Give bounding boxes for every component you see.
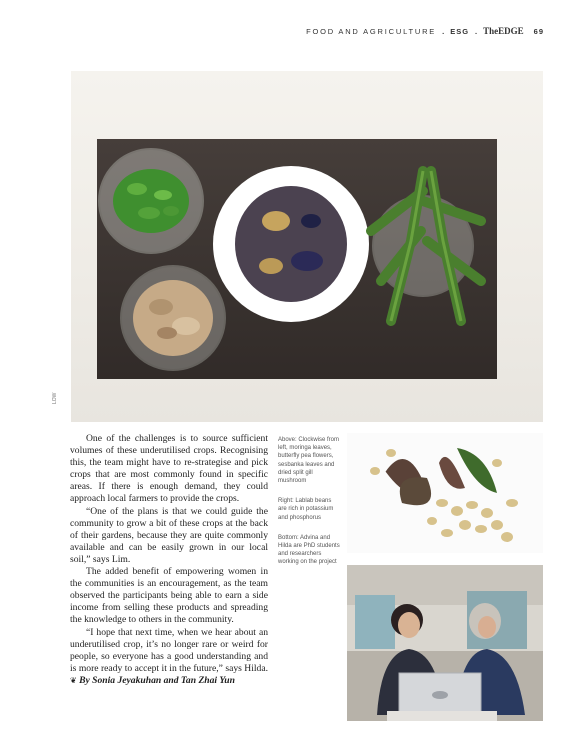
beans-illustration — [347, 433, 543, 553]
section-label: FOOD AND AGRICULTURE — [306, 26, 437, 36]
researchers-illustration — [347, 565, 543, 721]
paragraph: The added benefit of empowering women in the communities is an encouragement, as the team observed the participants being able to earn a side income from selling these products and spreading the knowledge to others in the community. — [70, 566, 268, 626]
article-body — [70, 433, 268, 687]
caption-right: Right: Lablab beans are rich in potassium and phosphorus — [278, 498, 334, 521]
caption-above: Above: Clockwise from left, moringa leaves, butterfly pea flowers, sesbanka leaves and dried split gill mushroom — [278, 437, 340, 485]
mushroom-bowl — [121, 266, 225, 370]
photo-credit: LOW — [52, 392, 58, 404]
page-number: 69 — [533, 26, 544, 36]
butterfly-pea-plate — [213, 166, 369, 322]
end-mark: ❦ — [70, 675, 77, 685]
magazine-logo: TheEDGE — [483, 26, 524, 36]
paragraph-final — [70, 627, 268, 687]
header-separator: . — [442, 26, 445, 36]
photo-captions — [278, 436, 340, 579]
header-separator: . — [475, 26, 478, 36]
paragraph: “One of the plans is that we could guide the community to grow a bit of these crops at the back of their gardens, because they are quite commonly available and can be easily grown in our local soil,” says Lim. — [70, 505, 268, 565]
main-photo-crops — [71, 71, 543, 422]
caption-bottom: Bottom: Advina and Hilda are PhD students and researchers working on the project — [278, 534, 340, 566]
section-tag: ESG — [450, 26, 470, 36]
running-header — [306, 26, 544, 36]
paragraph: One of the challenges is to source sufficient volumes of these underutilised crops. Recognising this, the team might have to re-strategise and pick crops that are most commonly found in specific areas. If there is enough demand, they could approach local farmers to provide the crops. — [70, 433, 268, 505]
photo-lablab-beans — [347, 433, 543, 553]
byline: By Sonia Jeyakuhan and Tan Zhai Yun — [79, 674, 235, 686]
paragraph-text: “I hope that next time, when we hear about an underutilised crop, it’s no longer rare or weird for people, so everyone has a good understanding and is more ready to accept it in the future,” says Hilda. — [70, 626, 268, 674]
photo-researchers — [347, 565, 543, 721]
moringa-bowl — [99, 149, 203, 253]
crops-illustration — [71, 71, 543, 422]
